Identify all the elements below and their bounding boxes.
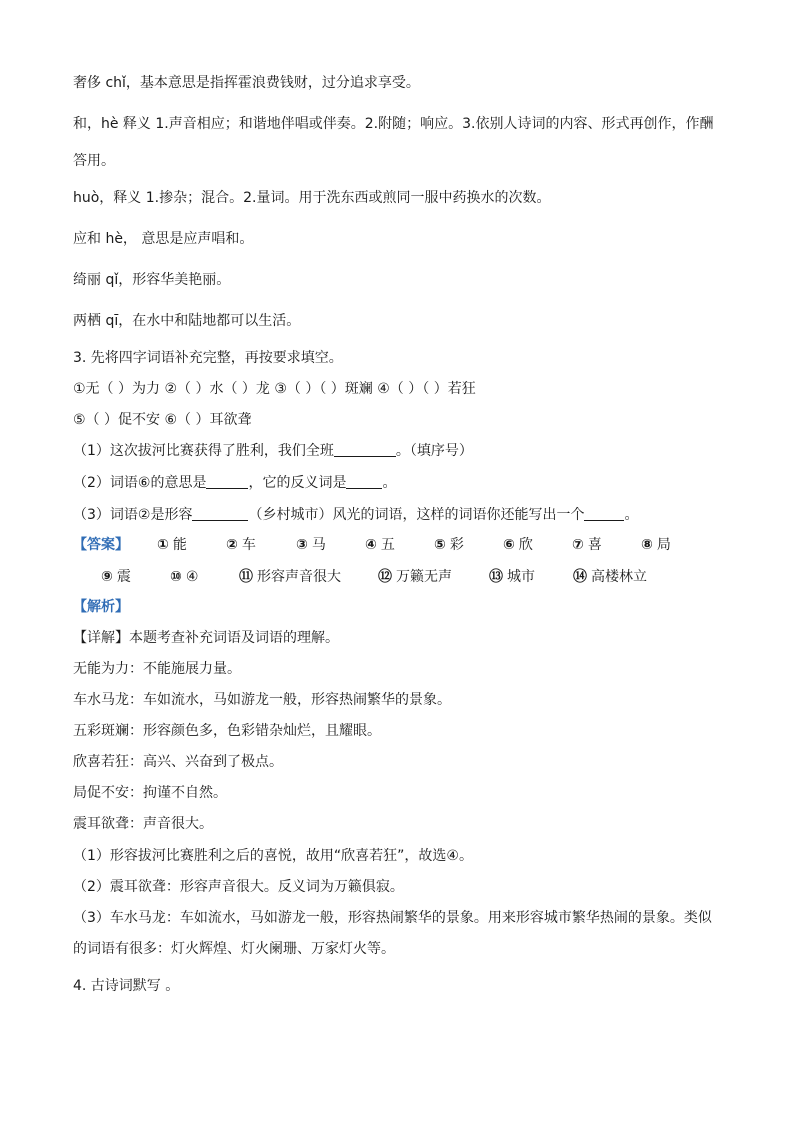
analysis-line: 车水马龙：车如流水，马如游龙一般，形容热闹繁华的景象。 [73, 692, 451, 708]
answer-item: ① 能 [157, 537, 187, 553]
answer-item: ⑪ 形容声音很大 [239, 569, 341, 585]
answer-item: ⑦ 喜 [572, 537, 602, 553]
analysis-line: 无能为力：不能施展力量。 [73, 661, 241, 677]
sub-2-text-a: （2）词语⑥的意思是 [73, 475, 207, 491]
sub-3-text-b: （乡村城市）风光的词语，这样的词语你还能写出一个 [248, 507, 585, 523]
question-3-title: 3. 先将四字词语补充完整，再按要求填空。 [73, 350, 343, 366]
answer-item: ④ 五 [365, 537, 395, 553]
question-3-words-row-1: ①无（ ）为力 ②（ ）水（ ）龙 ③（ ）（ ）斑斓 ④（ ）（ ）若狂 [73, 381, 476, 397]
sub-3-text-c: 。 [624, 507, 639, 523]
answer-blank [584, 506, 624, 521]
analysis-line: 震耳欲聋：声音很大。 [73, 816, 213, 832]
explanation-1: （1）形容拔河比赛胜利之后的喜悦，故用“欣喜若狂”，故选④。 [73, 848, 473, 864]
answer-row-2 [0, 567, 794, 587]
explanation-3: （3）车水马龙：车如流水，马如游龙一般，形容热闹繁华的景象。用来形容城市繁华热闹的景象。类似 [73, 910, 712, 926]
question-3-words-row-2: ⑤（ ）促不安 ⑥（ ）耳欲聋 [73, 412, 252, 428]
explanation-2: （2）震耳欲聋：形容声音很大。反义词为万籁俱寂。 [73, 879, 404, 895]
question-3-sub-1 [73, 441, 473, 461]
answer-item: ② 车 [226, 537, 256, 553]
answer-item: ⑬ 城市 [489, 569, 535, 585]
answer-item: ⑭ 高楼林立 [573, 569, 647, 585]
definition-line-2: 和，hè 释义 1.声音相应；和谐地伴唱或伴奏。2.附随；响应。3.依别人诗词的内容、形式再创作，作酬 [73, 116, 714, 132]
sub-3-text-a: （3）词语②是形容 [73, 507, 193, 523]
answer-item: ⑤ 彩 [434, 537, 464, 553]
definition-line-1: 奢侈 chǐ，基本意思是指挥霍浪费钱财，过分追求享受。 [73, 75, 420, 91]
definition-line-3: 答用。 [73, 153, 115, 169]
analysis-line: 五彩斑斓：形容颜色多，色彩错杂灿烂，且耀眼。 [73, 723, 381, 739]
definition-line-4: huò，释义 1.掺杂；混合。2.量词。用于洗东西或煎同一服中药换水的次数。 [73, 190, 551, 206]
sub-1-text-a: （1）这次拔河比赛获得了胜利，我们全班 [73, 443, 334, 459]
question-3-sub-2 [73, 473, 396, 493]
answer-item: ⑫ 万籁无声 [378, 569, 452, 585]
answer-blank [206, 474, 248, 489]
answer-item: ⑨ 震 [101, 569, 131, 585]
analysis-detail: 【详解】本题考查补充词语及词语的理解。 [73, 630, 339, 646]
answer-blank [334, 442, 396, 457]
question-3-sub-3 [73, 505, 638, 525]
definition-line-5: 应和 hè， 意思是应声唱和。 [73, 231, 254, 247]
analysis-line: 欣喜若狂：高兴、兴奋到了极点。 [73, 754, 283, 770]
sub-2-text-b: ，它的反义词是 [248, 475, 347, 491]
sub-2-text-c: 。 [382, 475, 397, 491]
answer-item: ③ 马 [296, 537, 326, 553]
explanation-3-cont: 的词语有很多：灯火辉煌、灯火阑珊、万家灯火等。 [73, 941, 395, 957]
answer-blank [192, 506, 248, 521]
answer-item: ⑧ 局 [641, 537, 671, 553]
sub-1-text-b: 。（填序号） [395, 443, 473, 459]
answer-blank [346, 474, 382, 489]
question-4-title: 4. 古诗词默写 。 [73, 978, 180, 994]
definition-line-6: 绮丽 qǐ，形容华美艳丽。 [73, 272, 231, 288]
answer-item: ⑥ 欣 [503, 537, 533, 553]
analysis-line: 局促不安：拘谨不自然。 [73, 785, 227, 801]
analysis-label: 【解析】 [73, 599, 129, 615]
answer-item: ⑩ ④ [170, 569, 199, 585]
answer-label: 【答案】 [73, 537, 129, 553]
definition-line-7: 两栖 qī，在水中和陆地都可以生活。 [73, 313, 301, 329]
answer-row-1 [0, 535, 794, 555]
